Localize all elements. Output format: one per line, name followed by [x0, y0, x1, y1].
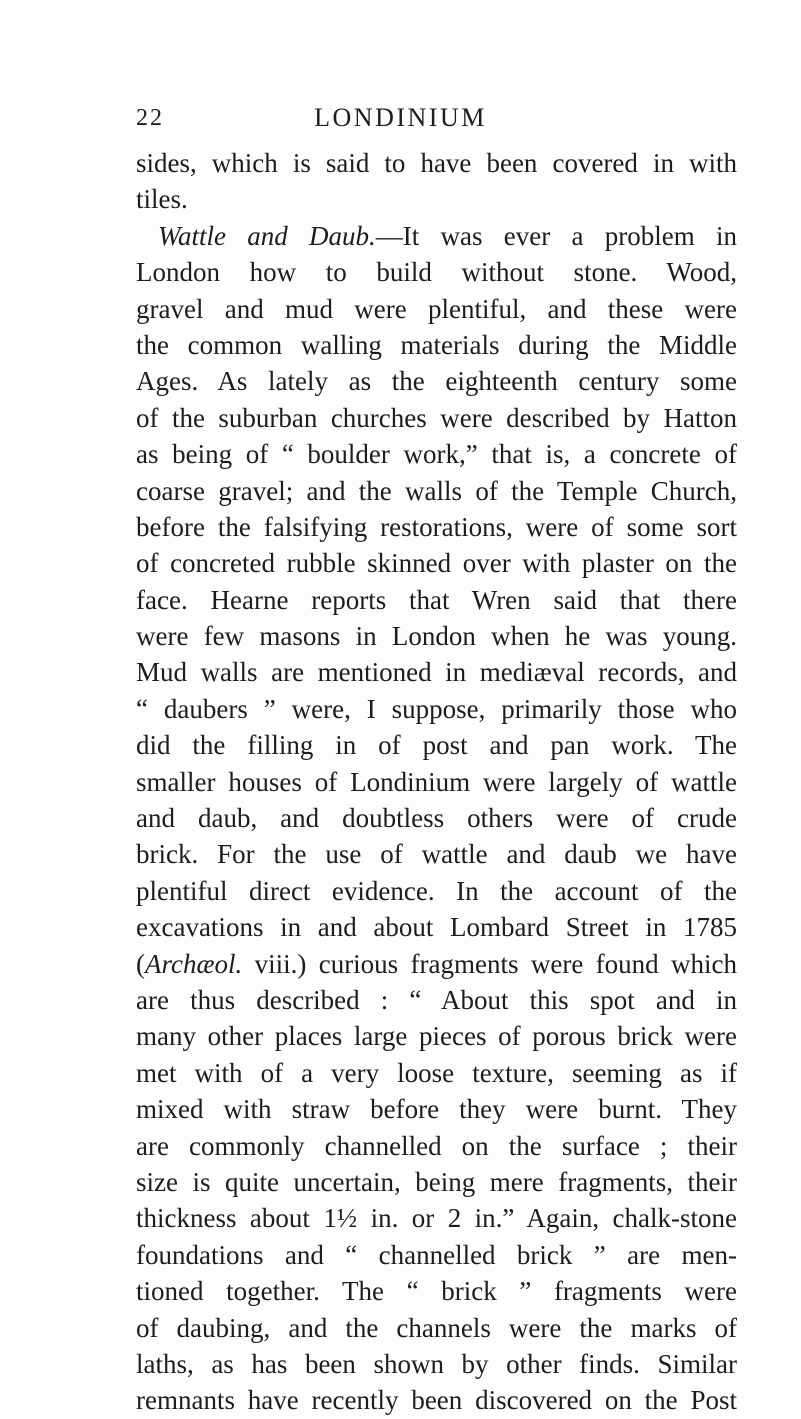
- text-line: size is quite uncertain, being mere fragments, their: [136, 1166, 737, 1197]
- text-line: brick. For the use of wattle and daub we have: [136, 839, 737, 870]
- text-line: did the filling in of post and pan work. The: [136, 730, 737, 761]
- text-line: laths, as has been shown by other finds. Similar: [136, 1348, 737, 1379]
- text-line: plentiful direct evidence. In the account of the: [136, 875, 737, 906]
- text-line: Wattle and Daub.—It was ever a problem in: [158, 220, 737, 251]
- text-line: and daub, and doubtless others were of crude: [136, 803, 737, 834]
- text-line: the common walling materials during the Middle: [136, 329, 737, 360]
- text-line: Mud walls are mentioned in mediæval records, and: [136, 657, 737, 688]
- text-line: foundations and “ channelled brick ” are men-: [136, 1239, 737, 1270]
- text-line: of concreted rubble skinned over with plaster on the: [136, 548, 737, 579]
- running-title: LONDINIUM: [314, 103, 487, 132]
- text-line: London how to build without stone. Wood,: [136, 257, 737, 288]
- text-line: are commonly channelled on the surface ; their: [136, 1130, 737, 1161]
- text-line: were few masons in London when he was young.: [136, 621, 737, 652]
- text-line: met with of a very loose texture, seeming as if: [136, 1057, 737, 1088]
- section-heading: Wattle and Daub.: [158, 220, 376, 251]
- text-line: face. Hearne reports that Wren said that there: [136, 584, 737, 615]
- page-number: 22: [136, 105, 164, 131]
- text-line: of the suburban churches were described by Hatton: [136, 402, 737, 433]
- text-line: mixed with straw before they were burnt. They: [136, 1094, 737, 1125]
- text-line: “ daubers ” were, I suppose, primarily those who: [136, 693, 737, 724]
- citation-title: Archæol.: [145, 948, 243, 979]
- text-line: sides, which is said to have been covered in with: [136, 148, 737, 178]
- text-line: (Archæol. viii.) curious fragments were found which: [136, 948, 737, 979]
- text-line: are thus described : “ About this spot and in: [136, 984, 737, 1015]
- text-line: coarse gravel; and the walls of the Temple Church,: [136, 475, 737, 506]
- text-line: tiles.: [136, 184, 188, 215]
- text-line: thickness about 1½ in. or 2 in.” Again, chalk-stone: [136, 1203, 737, 1234]
- text-line: smaller houses of Londinium were largely of wattle: [136, 766, 737, 797]
- text-line: gravel and mud were plentiful, and these were: [136, 293, 737, 324]
- text-line: of daubing, and the channels were the marks of: [136, 1312, 737, 1343]
- text-line: excavations in and about Lombard Street in 1785: [136, 912, 737, 943]
- running-head: [0, 100, 801, 136]
- text-line: Ages. As lately as the eighteenth century some: [136, 366, 737, 397]
- text-line: as being of “ boulder work,” that is, a concrete of: [136, 439, 737, 470]
- text-line: many other places large pieces of porous brick were: [136, 1021, 737, 1052]
- text-line: before the falsifying restorations, were of some sort: [136, 511, 737, 542]
- text-line: remnants have recently been discovered on the Post: [136, 1385, 737, 1416]
- text-line: tioned together. The “ brick ” fragments were: [136, 1276, 737, 1307]
- body-text: [136, 145, 737, 1419]
